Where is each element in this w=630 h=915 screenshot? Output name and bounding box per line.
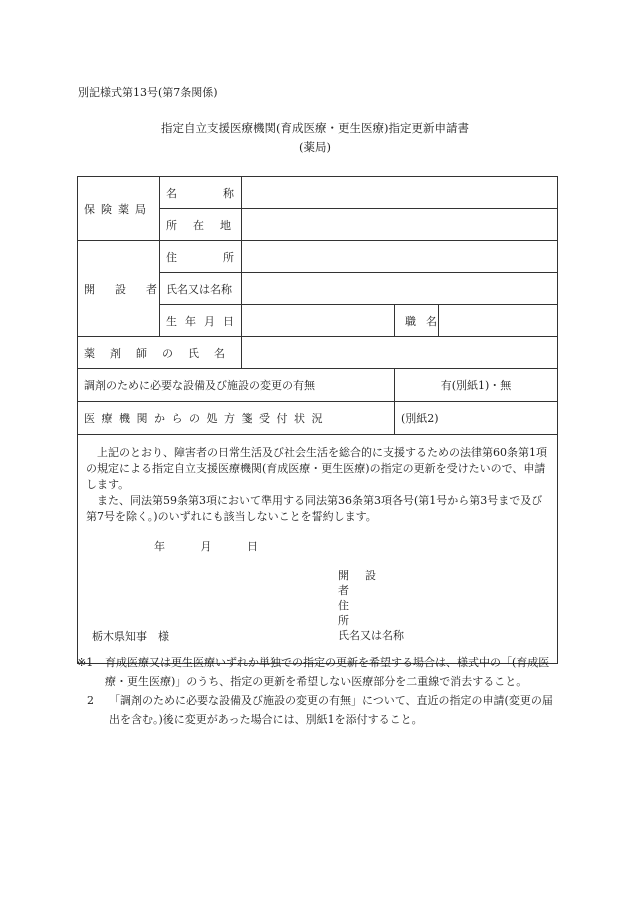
- applicant-address-label: 住所: [338, 599, 393, 627]
- founder-birthdate-label: [160, 305, 242, 337]
- applicant-name-label: 氏名又は名称: [338, 629, 404, 642]
- declaration-row: [78, 435, 558, 664]
- founder-position-label-text: 職名: [405, 314, 447, 328]
- founder-birthdate-label-text: 生年月日: [166, 314, 242, 328]
- page-subtitle: (薬局): [299, 140, 331, 154]
- founder-address-label: [160, 241, 280, 273]
- founder-position-field[interactable]: [439, 305, 558, 337]
- note-mark: ※1: [77, 656, 94, 669]
- equipment-change-row: [78, 369, 558, 402]
- applicant-founder-label: 開設者: [338, 569, 392, 597]
- founder-group-label: [78, 241, 177, 337]
- pharmacy-address-field[interactable]: [242, 209, 558, 241]
- pharmacy-name-label: [160, 177, 280, 209]
- prescription-status-value: (別紙2): [395, 402, 558, 435]
- prescription-status-label-text: 医療機関からの処方箋受付状況: [84, 412, 329, 425]
- pharmacy-name-label-text: 名称: [166, 186, 280, 200]
- pharmacy-group-text: 保険薬局: [84, 202, 152, 216]
- pharmacist-label: [78, 337, 242, 369]
- equipment-change-options[interactable]: 有(別紙1)・無: [395, 369, 558, 402]
- pharmacy-address-label: [160, 209, 247, 241]
- founder-position-label: [395, 305, 447, 337]
- date-month[interactable]: 月: [200, 540, 212, 553]
- prescription-status-row: [78, 402, 558, 435]
- note-item: [77, 691, 562, 729]
- form-number: 別記様式第13号(第7条関係): [78, 86, 218, 99]
- pharmacy-name-row: [78, 177, 558, 209]
- addressee: 栃木県知事 様: [92, 630, 169, 643]
- prescription-status-label: [78, 402, 395, 435]
- application-form-table: [77, 176, 558, 664]
- note-text: 育成医療又は更生医療いずれか単独での指定の更新を希望する場合は、様式中の「(育成医療・更生医療)」のうち、指定の更新を希望しない医療部分を二重線で消去すること。: [105, 656, 550, 688]
- pharmacist-row: [78, 337, 558, 369]
- founder-address-label-text: 住所: [166, 250, 280, 264]
- applicant-block: [338, 568, 406, 643]
- date-day[interactable]: 日: [247, 540, 258, 553]
- date-year[interactable]: 年: [154, 540, 165, 553]
- founder-address-row: [78, 241, 558, 273]
- note-item: [77, 653, 562, 691]
- page-title: 指定自立支援医療機関(育成医療・更生医療)指定更新申請書: [161, 121, 469, 135]
- pharmacy-group-label: [78, 177, 160, 241]
- pharmacy-address-label-text: 所在地: [166, 218, 247, 232]
- declaration-cell: [78, 435, 558, 664]
- note-mark: 2: [87, 694, 94, 707]
- founder-birthdate-field[interactable]: [242, 305, 395, 337]
- pharmacist-field[interactable]: [242, 337, 558, 369]
- declaration-paragraph-2: また、同法第59条第3項において準用する同法第36条第3項各号(第1号から第3号まで及び第7号を除く。)のいずれにも該当しないことを誓約します。: [86, 494, 543, 523]
- founder-address-field[interactable]: [242, 241, 558, 273]
- pharmacy-name-field[interactable]: [242, 177, 558, 209]
- founder-name-field[interactable]: [242, 273, 558, 305]
- declaration-date: [154, 538, 290, 554]
- declaration-paragraph-1: 上記のとおり、障害者の日常生活及び社会生活を総合的に支援するための法律第60条第1項の規定による指定自立支援医療機関(育成医療・更生医療)の指定の更新を受けたいので、申請します。: [86, 446, 547, 491]
- equipment-change-label: 調剤のために必要な設備及び施設の変更の有無: [78, 369, 395, 402]
- note-text: 「調剤のために必要な設備及び施設の変更の有無」について、直近の指定の申請(変更の届出を含む。)後に変更があった場合には、別紙1を添付すること。: [109, 694, 553, 726]
- founder-name-label: 氏名又は名称: [160, 273, 242, 305]
- notes: [77, 653, 562, 729]
- founder-group-text: 開設者: [84, 282, 177, 296]
- pharmacist-label-text: 薬剤師の氏名: [84, 346, 240, 360]
